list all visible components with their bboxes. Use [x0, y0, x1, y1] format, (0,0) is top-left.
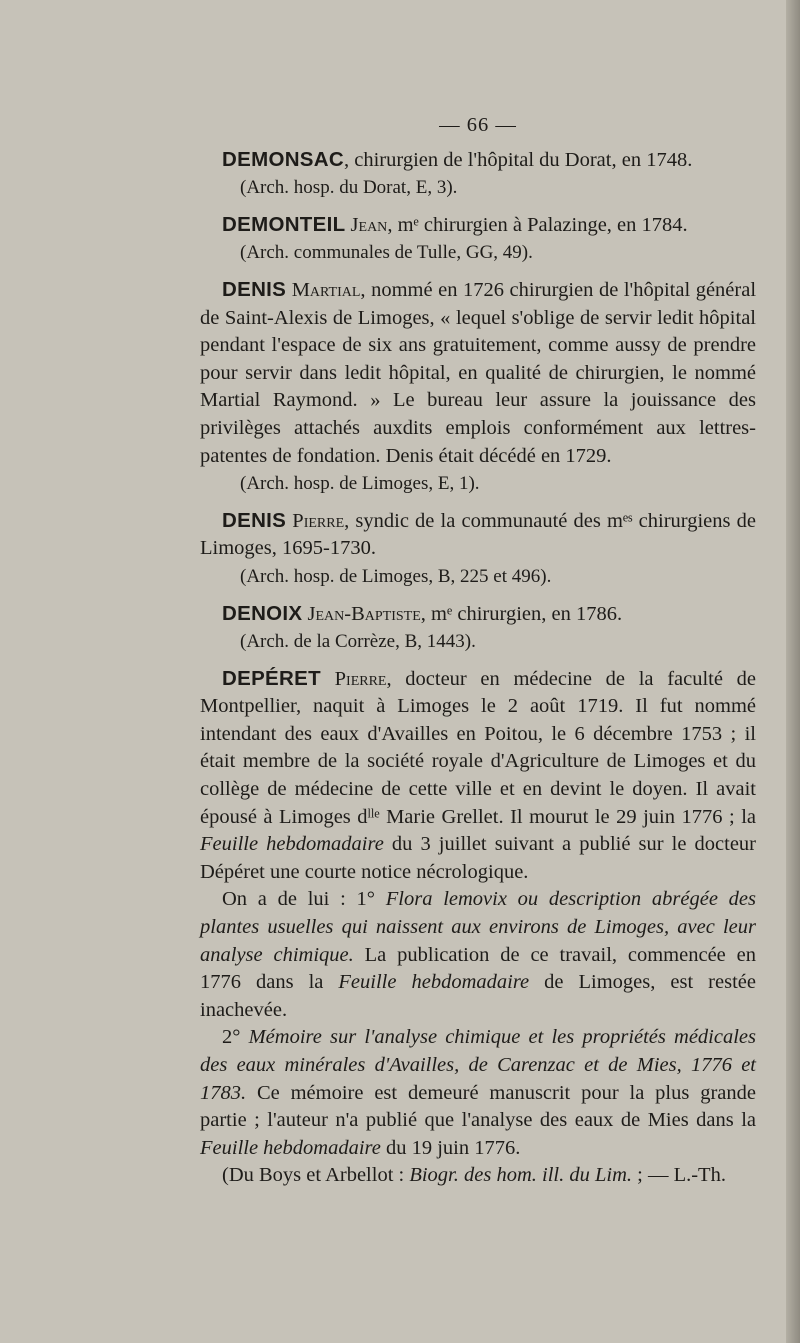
entry-source: (Du Boys et Arbellot : Biogr. des hom. ill. du Lim. ; — L.-Th.: [222, 1164, 726, 1187]
entry-given-name: Jean-Baptiste: [307, 602, 421, 625]
work-title: Flora lemovix ou description abrégée des plantes usuelles qui naissent aux environs de Limoges, avec leur analyse chimique.: [200, 888, 756, 966]
entry-demonteil: [200, 211, 756, 267]
entry-name: DENIS: [222, 508, 287, 532]
entry-source: (Arch. de la Corrèze, B, 1443).: [240, 631, 476, 653]
entry-text: , chirurgien de l'hôpital du Dorat, en 1748.: [344, 148, 693, 171]
works-paragraph-2: 2° Mémoire sur l'analyse chimique et les propriétés médicales des eaux minérales d'Availles, de Carenzac et de Mies, 1776 et 1783. Ce mémoire est demeuré manuscrit pour la plus grande partie ; l'auteur n'a publié que l'analyse des eaux de Mies dans la Feuille hebdomadaire du 19 juin 1776.: [200, 1026, 757, 1159]
journal-title: Feuille hebdomadaire: [200, 1136, 381, 1159]
entry-text: , nommé en 1726 chirurgien de l'hôpital général de Saint-Alexis de Limoges, « lequel s'oblige de servir ledit hôpital pendant l'espace de six ans gratuitement, comme aussy de prendre pour servir dans ledit hôpital, en qualité de chirurgien, le nommé Martial Raymond. » Le bureau leur assure la jouissance des privilèges attachés auxdits emplois conformément aux lettres-patentes de fondation. Denis était décédé en 1729.: [200, 278, 757, 467]
entry-text: , syndic de la communauté des mᵉˢ chirurgiens de Limoges, 1695-1730.: [200, 509, 756, 560]
entry-source: (Arch. hosp. de Limoges, B, 225 et 496).: [240, 565, 552, 587]
entry-given-name: Jean: [350, 213, 388, 236]
entry-deperet: [200, 665, 756, 1190]
entry-text: du 3 juillet suivant a publié sur le docteur Dépéret une courte notice nécrologique.: [200, 833, 756, 883]
entry-demonsac: [200, 146, 756, 202]
entry-denis-martial: [200, 276, 756, 498]
entry-denis-pierre: [200, 507, 756, 591]
entry-name: DEMONSAC: [222, 147, 344, 171]
entry-text: , mᵉ chirurgien, en 1786.: [420, 602, 623, 625]
entry-given-name: Pierre: [334, 667, 387, 690]
entry-name: DENOIX: [222, 601, 303, 625]
entry-source: (Arch. communales de Tulle, GG, 49).: [240, 242, 533, 264]
entry-denoix: [200, 600, 756, 656]
entry-text: , docteur en médecine de la faculté de Montpellier, naquit à Limoges le 2 août 1719. Il fut nommé intendant des eaux d'Availles en Poitou, le 6 décembre 1753 ; il était membre de la société royale d'Agriculture de Limoges et du collège de médecine de cette ville et en devint le doyen. Il avait épousé à Limoges dˡˡᵉ Marie Grellet. Il mourut le 29 juin 1776 ; la: [200, 667, 756, 828]
page-edge: [786, 0, 800, 1343]
works-paragraph-1: On a de lui : 1° Flora lemovix ou description abrégée des plantes usuelles qui naissent aux environs de Limoges, avec leur analyse chimique. La publication de ce travail, commencée en 1776 dans la Feuille hebdomadaire de Limoges, est restée inachevée.: [200, 888, 756, 1021]
entry-source: (Arch. hosp. du Dorat, E, 3).: [240, 177, 458, 199]
work-title: Mémoire sur l'analyse chimique et les propriétés médicales des eaux minérales d'Availles, de Carenzac et de Mies, 1776 et 1783.: [200, 1026, 757, 1104]
entry-name: DEMONTEIL: [222, 212, 346, 236]
entry-given-name: Martial: [291, 278, 361, 301]
entry-name: DENIS: [222, 277, 287, 301]
entry-source: (Arch. hosp. de Limoges, E, 1).: [240, 473, 480, 495]
journal-title: Feuille hebdomadaire: [338, 971, 530, 994]
source-title: Biogr. des hom. ill. du Lim.: [409, 1164, 633, 1187]
entry-name: DEPÉRET: [222, 666, 321, 690]
page-content: [200, 112, 756, 1199]
page-number: — 66 —: [439, 114, 517, 136]
journal-title: Feuille hebdomadaire: [200, 833, 384, 856]
entry-text: , mᵉ chirurgien à Palazinge, en 1784.: [387, 213, 688, 236]
entry-given-name: Pierre: [292, 509, 345, 532]
